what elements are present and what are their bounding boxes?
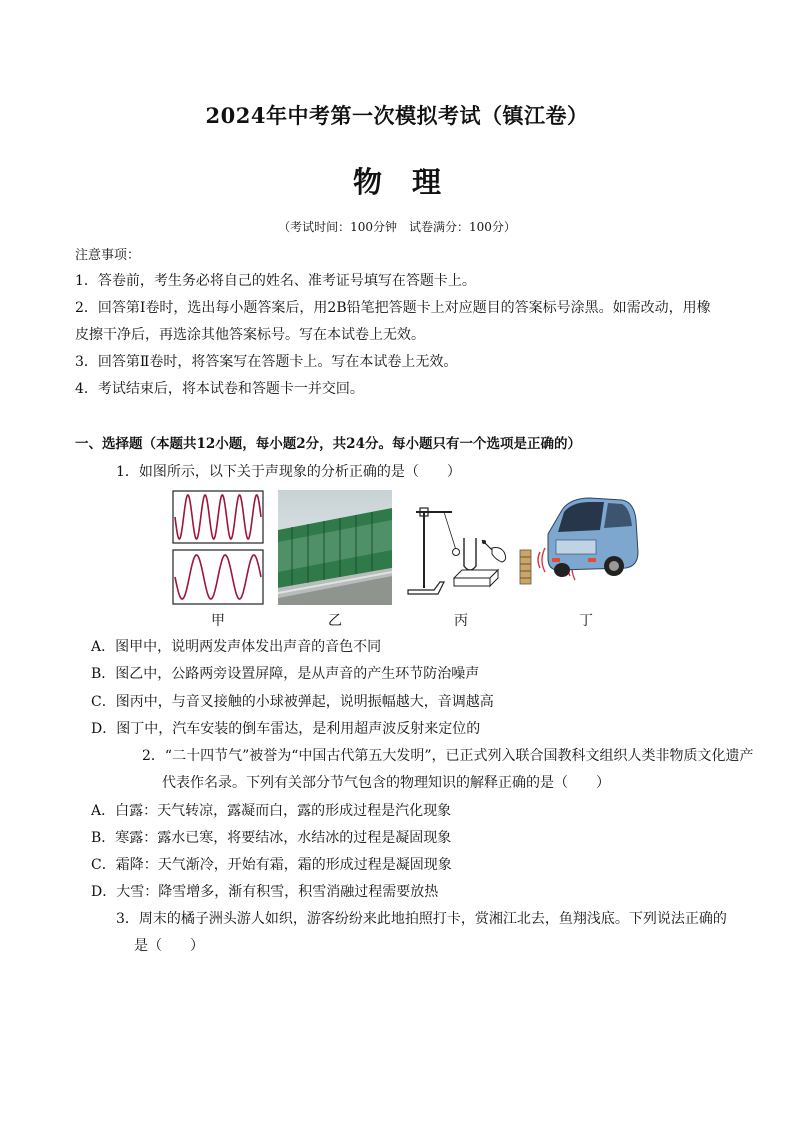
figure-ding-reversing-radar (518, 490, 640, 605)
q1-option-b: B．图乙中，公路两旁设置屏障，是从声音的产生环节防治噪声 (91, 666, 480, 682)
notice-item-1: 1．答卷前，考生务必将自己的姓名、准考证号填写在答题卡上。 (75, 273, 476, 289)
exam-subject: 物理 (352, 165, 471, 199)
exam-title: 2024年中考第一次模拟考试（镇江卷） (205, 103, 589, 128)
q1-option-a: A．图甲中，说明两发声体发出声音的音色不同 (91, 639, 382, 655)
figure-bing-tuning-fork (404, 490, 516, 605)
caption-jia: 甲 (211, 613, 225, 629)
figure-yi-noise-barrier (278, 490, 392, 605)
q2-option-c: C．霜降：天气渐冷，开始有霜，霜的形成过程是凝固现象 (91, 857, 452, 873)
notice-item-2: 2．回答第Ⅰ卷时，选出每小题答案后，用2B铅笔把答题卡上对应题目的答案标号涂黑。如需改动，用橡 (75, 300, 711, 316)
q3-stem-line1: 3．周末的橘子洲头游人如织，游客纷纷来此地拍照打卡，赏湘江北去，鱼翔浅底。下列说法正确的 (116, 911, 727, 927)
q2-option-b: B．寒露：露水已寒，将要结冰，水结冰的过程是凝固现象 (91, 830, 452, 846)
section-heading: 一、选择题（本题共12小题，每小题2分，共24分。每小题只有一个选项是正确的） (75, 436, 581, 452)
q2-stem-line2: 代表作名录。下列有关部分节气包含的物理知识的解释正确的是（ ） (162, 775, 610, 791)
notice-item-3: 3．回答第Ⅱ卷时，将答案写在答题卡上。写在本试卷上无效。 (75, 354, 458, 370)
q3-stem-line2: 是（ ） (134, 938, 204, 954)
caption-ding: 丁 (579, 613, 593, 629)
notice-title: 注意事项： (75, 248, 141, 263)
q2-option-d: D．大雪：降雪增多，渐有积雪，积雪消融过程需要放热 (91, 884, 439, 900)
notice-item-2-cont: 皮擦干净后，再选涂其他答案标号。写在本试卷上无效。 (75, 327, 425, 343)
q1-stem: 1．如图所示，以下关于声现象的分析正确的是（ ） (116, 464, 461, 480)
figure-jia-waveform (172, 490, 264, 605)
q2-stem-line1: 2．“二十四节气”被誉为“中国古代第五大发明”，已正式列入联合国教科文组织人类非物质文化遗产 (142, 748, 754, 764)
q1-option-c: C．图丙中，与音叉接触的小球被弹起，说明振幅越大，音调越高 (91, 694, 494, 710)
exam-time-info: （考试时间：100分钟 试卷满分：100分） (278, 220, 516, 234)
caption-yi: 乙 (328, 613, 342, 629)
q1-option-d: D．图丁中，汽车安装的倒车雷达，是利用超声波反射来定位的 (91, 721, 481, 737)
q2-option-a: A．白露：天气转凉，露凝而白，露的形成过程是汽化现象 (91, 803, 452, 819)
notice-item-4: 4．考试结束后，将本试卷和答题卡一并交回。 (75, 381, 364, 397)
caption-bing: 丙 (454, 613, 468, 629)
